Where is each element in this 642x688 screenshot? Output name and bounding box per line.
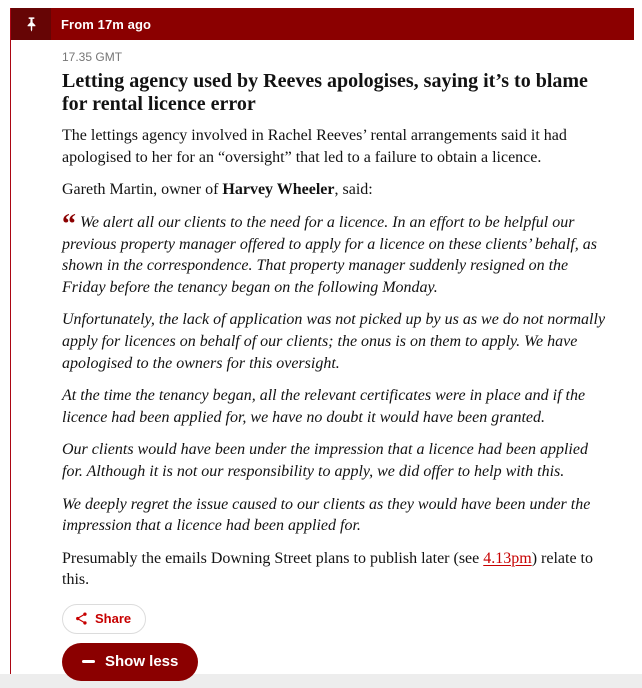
quote-paragraph (62, 208, 610, 298)
timestamp[interactable]: 17.35 GMT (62, 50, 123, 64)
quote-paragraph (62, 494, 610, 537)
post-body (11, 40, 634, 674)
attribution-paragraph (62, 179, 610, 201)
time-link[interactable]: 4.13pm (483, 549, 532, 567)
quote-paragraph (62, 439, 610, 482)
closing-prefix: Presumably the emails Downing Street plans to publish later (see (62, 549, 484, 567)
agency-name: Harvey Wheeler (222, 181, 335, 199)
pinned-post-header (11, 8, 634, 40)
quote-text: Unfortunately, the lack of application was not picked up by us as we do not normally apply for licences on behalf of our clients; the onus is on them to apply. We have apologised to the owners for this oversight. (62, 311, 606, 372)
quote-text: We alert all our clients to the need for a licence. In an effort to be helpful our previous property manager offered to apply for a licence on these clients’ behalf, as shown in the correspondence. That property manager suddenly resigned on the Friday before the tenancy began on the following Monday. (62, 213, 597, 296)
live-blog-page (0, 8, 642, 688)
pinned-post (10, 8, 634, 674)
quote-paragraph (62, 309, 610, 374)
attribution-prefix: Gareth Martin, owner of (62, 181, 223, 199)
show-less-label: Show less (105, 653, 179, 671)
pushpin-icon (23, 15, 40, 34)
closing-paragraph (62, 548, 610, 591)
share-button[interactable] (62, 604, 146, 634)
share-label: Share (95, 611, 132, 627)
pin-icon-box (11, 8, 51, 40)
closing-suffix: ) relate to this. (62, 549, 593, 589)
quote-text: At the time the tenancy began, all the relevant certificates were in place and if the licence had been applied for, we have no doubt it would have been granted. (62, 387, 586, 426)
show-less-button[interactable] (62, 643, 198, 681)
share-icon (74, 611, 89, 626)
quote-paragraph (62, 385, 610, 428)
quote-text: We deeply regret the issue caused to our clients as they would have been under the impression that a licence had been applied for. (62, 495, 591, 535)
quote-text: Our clients would have been under the impression that a licence had been applied for. Although it is not our responsibility to apply, we did offer to help with this. (62, 441, 588, 480)
quote-icon: “ (62, 208, 76, 240)
minus-icon (82, 660, 95, 663)
post-headline: Letting agency used by Reeves apologises, saying it’s to blame for rental licence error (62, 70, 588, 115)
intro-paragraph: The lettings agency involved in Rachel Reeves’ rental arrangements said it had apologised to her for an “oversight” that led to a failure to obtain a licence. (62, 127, 567, 166)
pinned-from-label: From 17m ago (61, 16, 152, 32)
blockquote (62, 208, 610, 537)
attribution-suffix: , said: (334, 181, 373, 199)
